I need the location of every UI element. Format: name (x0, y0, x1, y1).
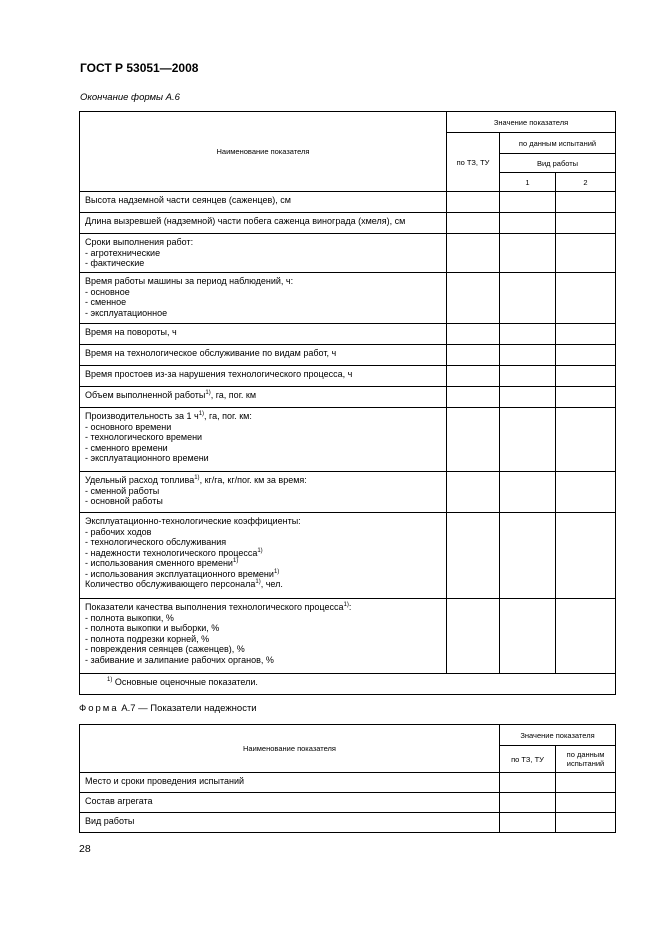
header-work-type-2: 2 (556, 173, 616, 192)
footnote-mark: 1) (107, 677, 113, 683)
value-cell (500, 366, 556, 387)
header-work-type-1: 1 (500, 173, 556, 192)
document-code: ГОСТ Р 53051—2008 (80, 61, 199, 75)
row-productivity: Производительность за 1 $ч^{1)}$, га, пог. км: - основного времени - технологического времени - сменного времени - эксплуатационного времени (80, 408, 447, 472)
footnote-mark: 1) (273, 568, 280, 575)
value-cell (500, 213, 556, 234)
form-continuation-caption: Окончание формы А.6 (80, 92, 180, 103)
value-cell (556, 273, 616, 324)
footnote-mark: 1) (194, 475, 200, 481)
form-a7-table (79, 724, 616, 833)
row-work-volume: Объем выполненной работы$^{1)}$, га, пог. км (80, 387, 447, 408)
header-indicator-name: Наименование показателя (80, 112, 447, 192)
form-a6-table (79, 111, 616, 695)
value-cell (447, 273, 500, 324)
row-unit-composition: Состав агрегата (80, 793, 500, 813)
value-cell (556, 408, 616, 472)
value-cell (447, 234, 500, 273)
value-cell (556, 345, 616, 366)
footnote-mark: 1) (255, 579, 261, 585)
value-cell (556, 513, 616, 599)
value-cell (556, 599, 616, 674)
header-indicator-value: Значение показателя (447, 112, 616, 133)
row-operational-coefficients: Эксплуатационно-технологические коэффициенты: - рабочих ходов - технологического обслуживания - надежности технологического процесса$^{1)}$ - использования сменного времени$^{1)}$ - использования эксплуатационного времени$^{1)}$ Количество обслуживающего персонала$^{1)}$, чел. (80, 513, 447, 599)
value-cell (500, 387, 556, 408)
row-turning-time: Время на повороты, ч (80, 324, 447, 345)
value-cell (500, 234, 556, 273)
header-indicator-name: Наименование показателя (80, 725, 500, 773)
value-cell (556, 366, 616, 387)
value-cell (556, 472, 616, 513)
row-downtime: Время простоев из-за нарушения технологического процесса, ч (80, 366, 447, 387)
value-cell (500, 773, 556, 793)
value-cell (556, 213, 616, 234)
header-indicator-value: Значение показателя (500, 725, 616, 746)
value-cell (447, 599, 500, 674)
value-cell (556, 793, 616, 813)
value-cell (500, 273, 556, 324)
value-cell (500, 324, 556, 345)
value-cell (447, 324, 500, 345)
footnote-mark: 1) (257, 547, 263, 554)
footnote-mark: 1) (205, 390, 211, 396)
value-cell (500, 793, 556, 813)
value-cell (500, 813, 556, 833)
value-cell (447, 513, 500, 599)
footnote-mark: 1) (198, 411, 205, 417)
value-cell (556, 387, 616, 408)
row-quality-indicators: Показатели качества выполнения технологического процесса$^{1)}$: - полнота выкопки, % - полнота выкопки и выборки, % - полнота подрезки корней, % - повреждения сеянцев (саженцев), % - забивание и залипание рабочих органов, % (80, 599, 447, 674)
value-cell (447, 345, 500, 366)
value-cell (556, 324, 616, 345)
value-cell (447, 472, 500, 513)
value-cell (556, 813, 616, 833)
value-cell (500, 599, 556, 674)
header-by-tz: по ТЗ, ТУ (447, 133, 500, 192)
value-cell (447, 408, 500, 472)
footnote-mark: 1) (343, 602, 349, 608)
row-fuel-consumption: Удельный расход топлива$^{1)}$, кг/га, кг/пог. км за время: - сменной работы - основной работы (80, 472, 447, 513)
value-cell (556, 234, 616, 273)
header-by-tests: по данным испытаний (500, 133, 616, 154)
header-work-type: Вид работы (500, 154, 616, 173)
value-cell (447, 366, 500, 387)
value-cell (447, 192, 500, 213)
header-by-tests: по данным испытаний (556, 746, 616, 773)
row-work-type: Вид работы (80, 813, 500, 833)
table-footnote: $^{1)}$ Основные оценочные показатели. (80, 674, 616, 695)
row-machine-work-time: Время работы машины за период наблюдений, ч: - основное - сменное - эксплуатационное (80, 273, 447, 324)
row-seedling-height: Высота надземной части сеянцев (саженцев), см (80, 192, 447, 213)
value-cell (500, 408, 556, 472)
value-cell (500, 345, 556, 366)
row-work-terms: Сроки выполнения работ: - агротехнические - фактические (80, 234, 447, 273)
value-cell (500, 192, 556, 213)
row-shoot-length: Длина вызревшей (надземной) части побега саженца винограда (хмеля), см (80, 213, 447, 234)
form-a7-caption: Форма А.7 — Показатели надежности (79, 703, 257, 714)
value-cell (500, 513, 556, 599)
row-maintenance-time: Время на технологическое обслуживание по видам работ, ч (80, 345, 447, 366)
value-cell (447, 213, 500, 234)
row-test-place-dates: Место и сроки проведения испытаний (80, 773, 500, 793)
footnote-mark: 1) (232, 558, 239, 564)
value-cell (447, 387, 500, 408)
value-cell (500, 472, 556, 513)
header-by-tz: по ТЗ, ТУ (500, 746, 556, 773)
value-cell (556, 192, 616, 213)
value-cell (556, 773, 616, 793)
page-number: 28 (79, 843, 91, 855)
